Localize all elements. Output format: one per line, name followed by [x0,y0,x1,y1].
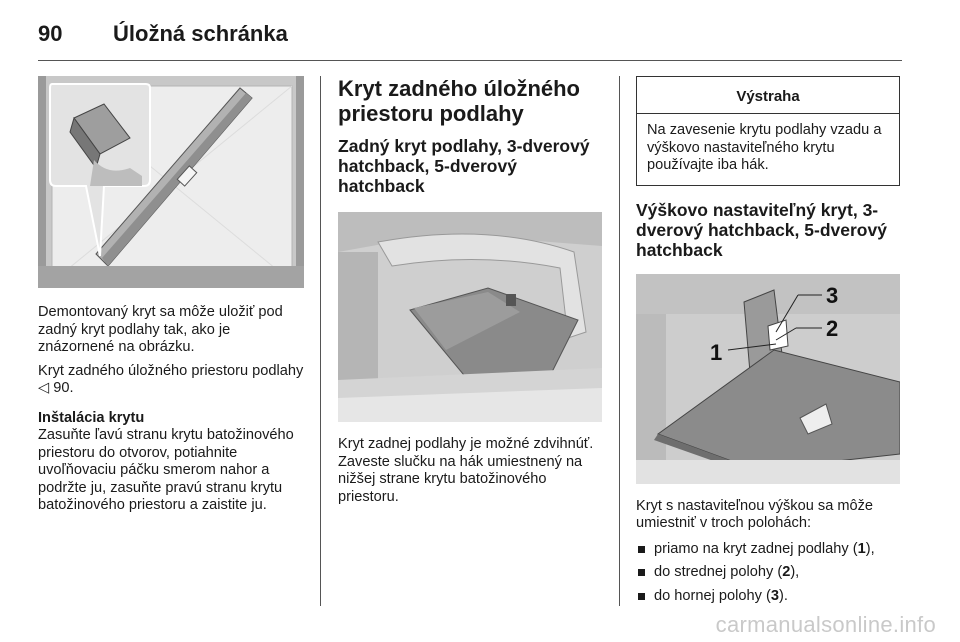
section-title: Kryt zadného úložného priestoru podlahy [338,76,580,126]
install-instructions: Zasuňte ľavú stranu krytu batožinového priestoru do otvorov, potiahnite uvoľňovaciu páčku smerom nahor a podržte ju, zasuňte pravú stranu krytu batožinového priestoru a zaistite ju. [38,427,294,513]
cross-reference-text: Kryt zadného úložného priestoru podlahy [38,362,304,379]
column-divider-right [619,76,620,606]
rear-floor-cover-figure [338,212,602,422]
positions-list [636,541,900,606]
figure-callout-3: 3 [826,282,839,308]
list-item: do strednej polohy (2), [636,564,900,582]
trunk-cover-storage-illustration [38,76,304,288]
cross-reference-page[interactable]: 90. [53,380,74,396]
page-number: 90 [38,21,63,46]
positions-intro: Kryt s nastaviteľnou výškou sa môže umiestniť v troch polohách: [636,497,874,531]
adjustable-cover-heading: Výškovo nastaviteľný kryt, 3-dverový hatchback, 5-dverový hatchback [636,199,887,260]
adjustable-cover-figure [636,274,900,484]
rear-floor-cover-illustration [338,212,602,422]
warning-box [636,76,900,186]
site-watermark: carmanualsonline.info [715,612,936,637]
column-left [38,76,304,515]
list-item: do hornej polohy (3). [636,588,900,606]
figure-caption: Demontovaný kryt sa môže uložiť pod zadný kryt podlahy tak, ako je znázornené na obrázku. [38,304,283,355]
header-divider [38,60,902,61]
chapter-title: Úložná schránka [113,21,288,46]
column-right [636,76,900,611]
install-heading: Inštalácia krytu [38,409,145,426]
warning-title: Výstraha [637,77,899,114]
page-header [38,18,288,50]
cross-reference [38,363,304,398]
column-divider-left [320,76,321,606]
trunk-cover-storage-figure [38,76,304,288]
page-ref-arrow-icon: ◁ [38,380,50,396]
column-middle [338,76,602,506]
figure-callout-1: 1 [710,339,723,365]
figure-callout-2: 2 [826,315,839,341]
list-item: priamo na kryt zadnej podlahy (1), [636,541,900,559]
warning-text: Na zavesenie krytu podlahy vzadu a výškovo nastaviteľného krytu používajte iba hák. [647,122,882,173]
adjustable-cover-illustration [636,274,900,484]
floor-cover-description: Kryt zadnej podlahy je možné zdvihnúť. Zaveste slučku na hák umiestnený na nižšej strane krytu batožinového priestoru. [338,436,594,505]
section-subtitle: Zadný kryt podlahy, 3-dverový hatchback, 5-dverový hatchback [338,136,590,196]
